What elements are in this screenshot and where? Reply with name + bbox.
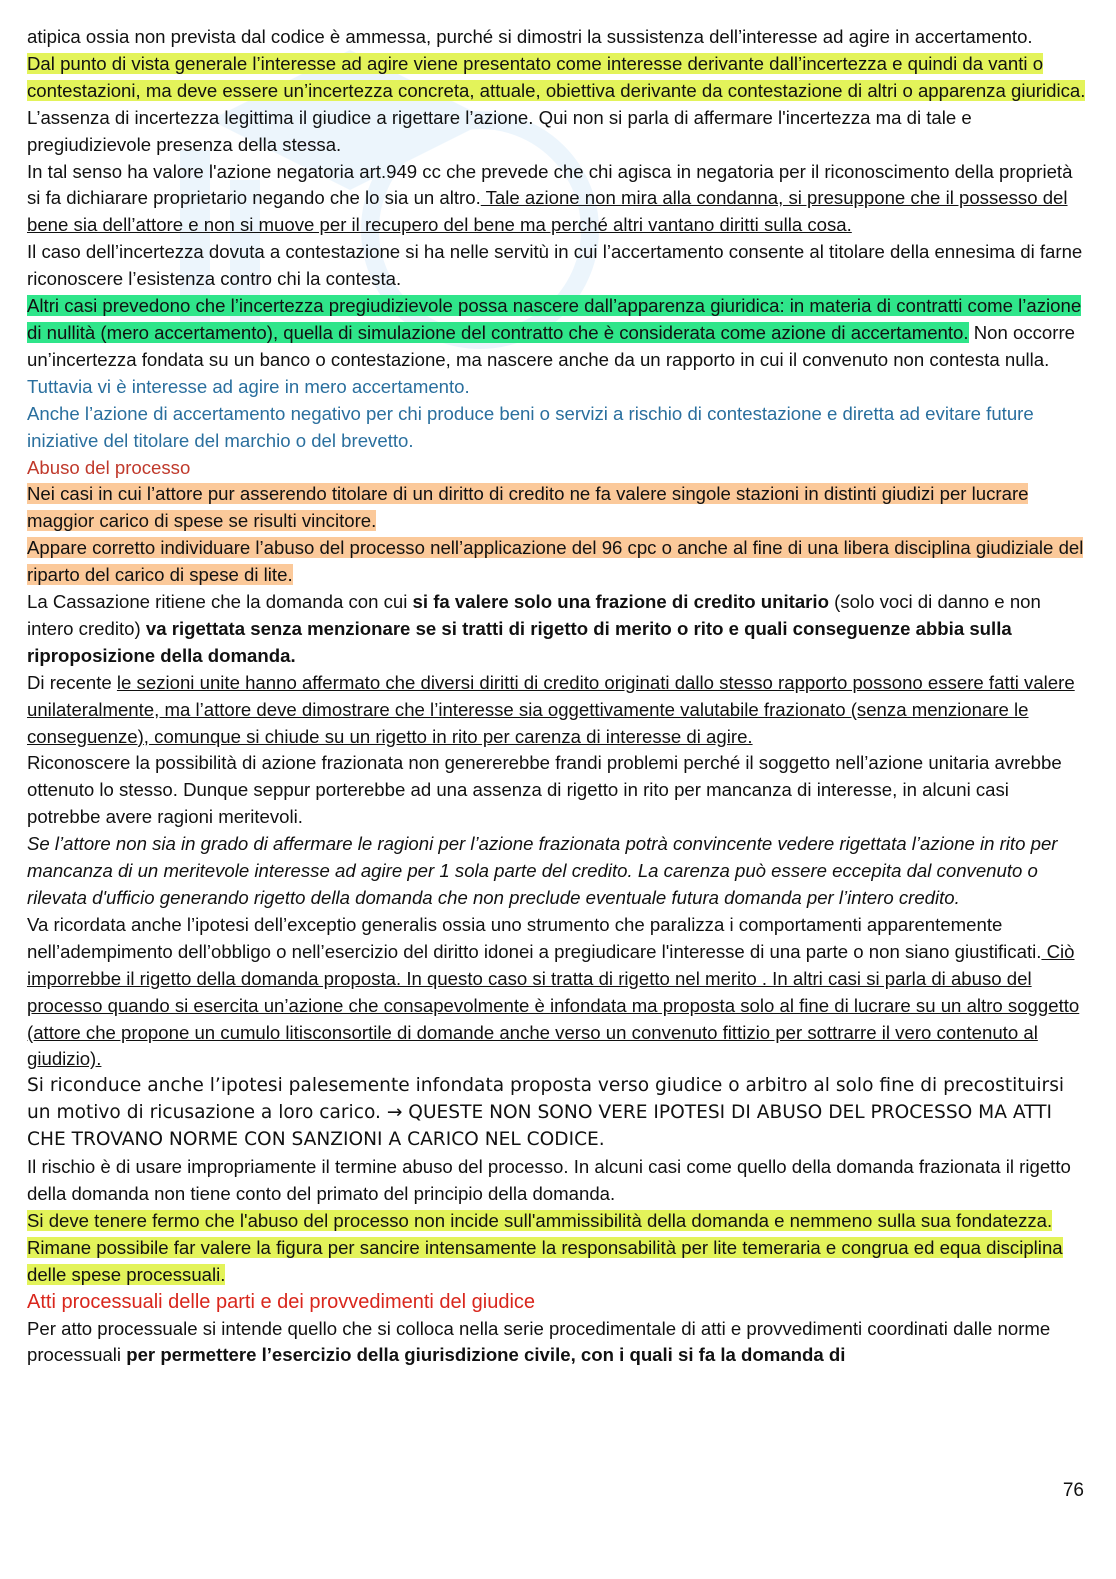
italic-text: Se l’attore non sia in grado di affermare le ragioni per l’azione frazionata potrà convincente vedere rigettata l’azione in rito per mancanza di un meritevole interesse ad agire per 1 sola parte del credito. La carenza può essere eccepita dal convenuto o rilevata d'ufficio generando rigetto della domanda che non preclude eventuale futura domanda per l’intero credito. bbox=[27, 833, 1058, 908]
bold-text: si fa valere solo una frazione di credito unitario bbox=[412, 591, 829, 613]
paragraph-2 bbox=[27, 51, 1087, 159]
paragraph-9 bbox=[27, 589, 1087, 670]
highlight-orange: Nei casi in cui l’attore pur asserendo titolare di un diritto di credito ne fa valere singole stazioni in distinti giudizi per lucrare maggior carico di spese se risulti vincitore. bbox=[27, 483, 1029, 532]
paragraph-14: Si riconduce anche l’ipotesi palesemente infondata proposta verso giudice o arbitro al solo fine di precostituirsi un motivo di ricusazione a loro carico. → QUESTE NON SONO VERE IPOTESI DI ABUSO DEL PROCESSO MA ATTI CHE TROVANO NORME CON SANZIONI A CARICO NEL CODICE. bbox=[27, 1075, 1065, 1151]
bold-text: per permettere l’esercizio della giurisdizione civile, con i quali si fa la domanda di bbox=[126, 1344, 846, 1366]
paragraph-1: atipica ossia non prevista dal codice è ammessa, purché si dimostri la sussistenza dell’interesse ad agire in accertamento. bbox=[27, 26, 1033, 47]
text-run: Non occorre un’incertezza fondata su un banco o contestazione, ma nascere anche da un rapporto in cui il convenuto non contesta nulla. bbox=[27, 321, 1075, 370]
paragraph-16 bbox=[27, 1208, 1087, 1289]
paragraph-11: Riconoscere la possibilità di azione frazionata non genererebbe frandi problemi perché il soggetto nell’azione unitaria avrebbe ottenuto lo stesso. Dunque seppur porterebbe ad una assenza di rigetto in rito per mancanza di interesse, in alcuni casi potrebbe avere ragioni meritevoli. bbox=[27, 752, 1062, 828]
paragraph-17 bbox=[27, 1316, 1087, 1370]
text-run: Per atto processuale si intende quello che si colloca nella serie procedimentale di atti e provvedimenti coordinati dalle norme processuali bbox=[27, 1317, 1051, 1366]
text-run: (solo voci di danno e non intero credito) bbox=[27, 591, 1041, 639]
highlight-orange: Appare corretto individuare l’abuso del processo nell’applicazione del 96 cpc o anche al fine di una libera disciplina giudiziale del riparto del carico di spese di lite. bbox=[27, 537, 1084, 586]
text-run: La Cassazione ritiene che la domanda con cui bbox=[27, 591, 413, 613]
paragraph-6: Anche l’azione di accertamento negativo per chi produce beni o servizi a rischio di contestazione e diretta ad evitare future iniziative del titolare del marchio o del brevetto. bbox=[27, 402, 1034, 451]
paragraph-5 bbox=[27, 293, 1087, 401]
paragraph-13 bbox=[27, 912, 1087, 1073]
text-run: L’assenza di incertezza legittima il giudice a rigettare l’azione. Qui non si parla di affermare l'incertezza ma di tale e pregiudizievole presenza della stessa. bbox=[27, 106, 972, 155]
text-run: In tal senso ha valore l'azione negatoria art.949 cc che prevede che chi agisca in negatoria per il riconoscimento della proprietà si fa dichiarare proprietario negando che lo sia un altro. bbox=[27, 160, 1073, 209]
bold-text: va rigettata senza menzionare se si tratti di rigetto di merito o rito e quali conseguenze abbia sulla riproposizione della domanda. bbox=[27, 617, 1012, 666]
blue-text: Tuttavia vi è interesse ad agire in mero accertamento. bbox=[27, 375, 470, 397]
paragraph-7 bbox=[27, 481, 1087, 535]
paragraph-12 bbox=[27, 831, 1087, 912]
paragraph-3 bbox=[27, 159, 1087, 240]
highlight-yellow: Dal punto di vista generale l’interesse ad agire viene presentato come interesse derivante dall’incertezza e quindi da vanti o contestazioni, ma deve essere un’incertezza concreta, attuale, obiettiva derivante da contestazione di altri o apparenza giuridica. bbox=[27, 52, 1086, 101]
highlight-green: Altri casi prevedono che l’incertezza pregiudizievole possa nascere dall’apparenza giuridica: in materia di contratti come l’azione di nullità (mero accertamento), quella di simulazione del contratto che è considerata come azione di accertamento. bbox=[27, 295, 1082, 343]
paragraph-10 bbox=[27, 670, 1087, 751]
paragraph-8 bbox=[27, 535, 1087, 589]
text-run: Di recente bbox=[27, 671, 117, 693]
underlined-text: le sezioni unite hanno affermato che diversi diritti di credito originati dallo stesso rapporto possono essere fatti valere unilateralmente, ma l’attore deve dimostrare che l’interesse sia oggettivamente valutabile frazionato (senza menzionare le conseguenze), comunque si chiude su un rigetto in rito per carenza di interesse di agire. bbox=[27, 671, 1075, 747]
heading-atti-processuali: Atti processuali delle parti e dei provvedimenti del giudice bbox=[27, 1290, 536, 1313]
text-run: Va ricordata anche l’ipotesi dell’exceptio generalis ossia uno strumento che paralizza i comportamenti apparentemente nell’adempimento dell’obbligo o nell’esercizio del diritto idonei a pregiudicare l'interesse di una parte o non siano giustificati. bbox=[27, 913, 1042, 962]
paragraph-15: Il rischio è di usare impropriamente il termine abuso del processo. In alcuni casi come quello della domanda frazionata il rigetto della domanda non tiene conto del primato del principio della domanda. bbox=[27, 1156, 1071, 1204]
highlight-yellow: Si deve tenere fermo che l'abuso del processo non incide sull'ammissibilità della domanda e nemmeno sulla sua fondatezza. Rimane possibile far valere la figura per sancire intensamente la responsabilità per lite temeraria e congrua ed equa disciplina delle spese processuali. bbox=[27, 1209, 1063, 1285]
underlined-text: Ciò imporrebbe il rigetto della domanda proposta. In questo caso si tratta di rigetto nel merito . In altri casi si parla di abuso del processo quando si esercita un’azione che consapevolmente è infondata ma proposta solo al fine di lucrare su un altro soggetto (attore che propone un cumulo litisconsortile di domande anche verso un convenuto fittizio per sottrarre il vero contenuto al giudizio). bbox=[27, 940, 1080, 1070]
paragraph-4: Il caso dell’incertezza dovuta a contestazione si ha nelle servitù in cui l’accertamento consente al titolare della ennesima di farne riconoscere l’esistenza contro chi la contesta. bbox=[27, 241, 1083, 290]
underlined-text: Tale azione non mira alla condanna, si presuppone che il possesso del bene sia dell’attore e non si muove per il recupero del bene ma perché altri vantano diritti sulla cosa. bbox=[27, 187, 1068, 236]
page-number: 76 bbox=[1062, 1480, 1084, 1501]
heading-abuso-del-processo: Abuso del processo bbox=[27, 456, 191, 478]
document-body bbox=[27, 24, 1087, 1369]
